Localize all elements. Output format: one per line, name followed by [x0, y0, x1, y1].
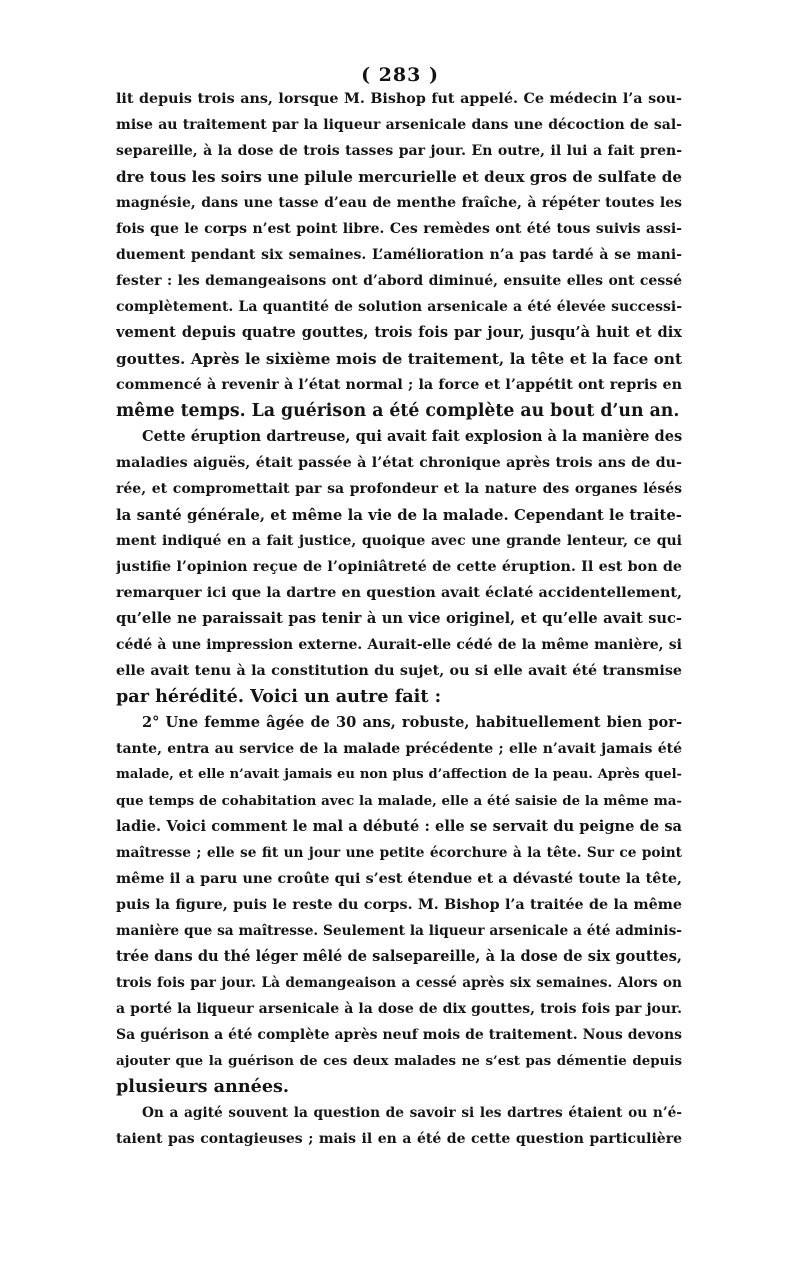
text-line: la santé générale, et même la vie de la malade. Cependant le traite- — [116, 506, 682, 524]
text-line: a porté la liqueur arsenicale à la dose de dix gouttes, trois fois par jour. — [116, 1001, 682, 1017]
text-line: rée, et compromettait par sa profondeur et la nature des organes lésés — [116, 481, 682, 497]
text-line: mise au traitement par la liqueur arsenicale dans une décoction de sal- — [116, 117, 682, 133]
body-text — [116, 86, 682, 1152]
text-line: remarquer ici que la dartre en question avait éclaté accidentellement, — [116, 585, 682, 601]
text-line: Sa guérison a été complète après neuf mois de traitement. Nous devons — [116, 1027, 682, 1043]
text-line: gouttes. Après le sixième mois de traitement, la tête et la face ont — [116, 350, 682, 368]
page-number: ( 283 ) — [361, 64, 439, 86]
text-line: trois fois par jour. Là demangeaison a cessé après six semaines. Alors on — [116, 975, 682, 991]
text-line: manière que sa maîtresse. Seulement la liqueur arsenicale a été adminis- — [116, 923, 682, 939]
text-line: justifie l’opinion reçue de l’opiniâtreté de cette éruption. Il est bon de — [116, 559, 682, 575]
text-line: complètement. La quantité de solution arsenicale a été élevée successi- — [116, 299, 682, 315]
text-line: separeille, à la dose de trois tasses par jour. En outre, il lui a fait pren- — [116, 143, 682, 159]
text-line: 2° Une femme âgée de 30 ans, robuste, habituellement bien por- — [142, 714, 682, 731]
text-line: qu’elle ne paraissait pas tenir à un vice originel, et qu’elle avait suc- — [116, 610, 682, 627]
text-line: duement pendant six semaines. L’amélioration n’a pas tardé à se mani- — [116, 247, 682, 263]
text-line: ment indiqué en a fait justice, quoique avec une grande lenteur, ce qui — [116, 533, 682, 549]
text-line: puis la figure, puis le reste du corps. M. Bishop l’a traitée de la même — [116, 897, 682, 913]
text-line: même il a paru une croûte qui s’est étendue et a dévasté toute la tête, — [116, 871, 682, 887]
text-line: cédé à une impression externe. Aurait-elle cédé de la même manière, si — [116, 637, 682, 653]
text-line: elle avait tenu à la constitution du sujet, ou si elle avait été transmise — [116, 663, 682, 679]
text-line: tante, entra au service de la malade précédente ; elle n’avait jamais été — [116, 741, 682, 757]
text-line: maladies aiguës, était passée à l’état chronique après trois ans de du- — [116, 455, 682, 471]
text-line: que temps de cohabitation avec la malade, elle a été saisie de la même ma- — [116, 793, 682, 809]
text-line: par hérédité. Voici un autre fait : — [116, 686, 442, 707]
text-line: lit depuis trois ans, lorsque M. Bishop fut appelé. Ce médecin l’a sou- — [116, 91, 682, 107]
text-line: On a agité souvent la question de savoir si les dartres étaient ou n’é- — [142, 1105, 682, 1121]
text-line: dre tous les soirs une pilule mercurielle et deux gros de sulfate de — [116, 168, 682, 186]
text-line: même temps. La guérison a été complète au bout d’un an. — [116, 401, 680, 421]
text-line: Cette éruption dartreuse, qui avait fait explosion à la manière des — [142, 428, 682, 445]
text-line: malade, et elle n’avait jamais eu non plus d’affection de la peau. Après quel- — [116, 767, 682, 782]
text-line: vement depuis quatre gouttes, trois fois par jour, jusqu’à huit et dix — [116, 324, 682, 341]
text-line: commencé à revenir à l’état normal ; la force et l’appétit ont repris en — [116, 377, 682, 393]
text-line: fester : les demangeaisons ont d’abord diminué, ensuite elles ont cessé — [116, 273, 682, 289]
text-line: plusieurs années. — [116, 1076, 290, 1097]
text-line: ajouter que la guérison de ces deux malades ne s’est pas démentie depuis — [116, 1053, 682, 1069]
text-line: fois que le corps n’est point libre. Ces remèdes ont été tous suivis assi- — [116, 221, 682, 237]
text-line: magnésie, dans une tasse d’eau de menthe fraîche, à répéter toutes les — [116, 195, 682, 211]
text-line: trée dans du thé léger mêlé de salsepareille, à la dose de six gouttes, — [116, 948, 682, 965]
text-line: maîtresse ; elle se fit un jour une petite écorchure à la tête. Sur ce point — [116, 845, 682, 861]
text-line: taient pas contagieuses ; mais il en a été de cette question particulière — [116, 1131, 682, 1147]
text-line: ladie. Voici comment le mal a débuté : elle se servait du peigne de sa — [116, 818, 682, 835]
